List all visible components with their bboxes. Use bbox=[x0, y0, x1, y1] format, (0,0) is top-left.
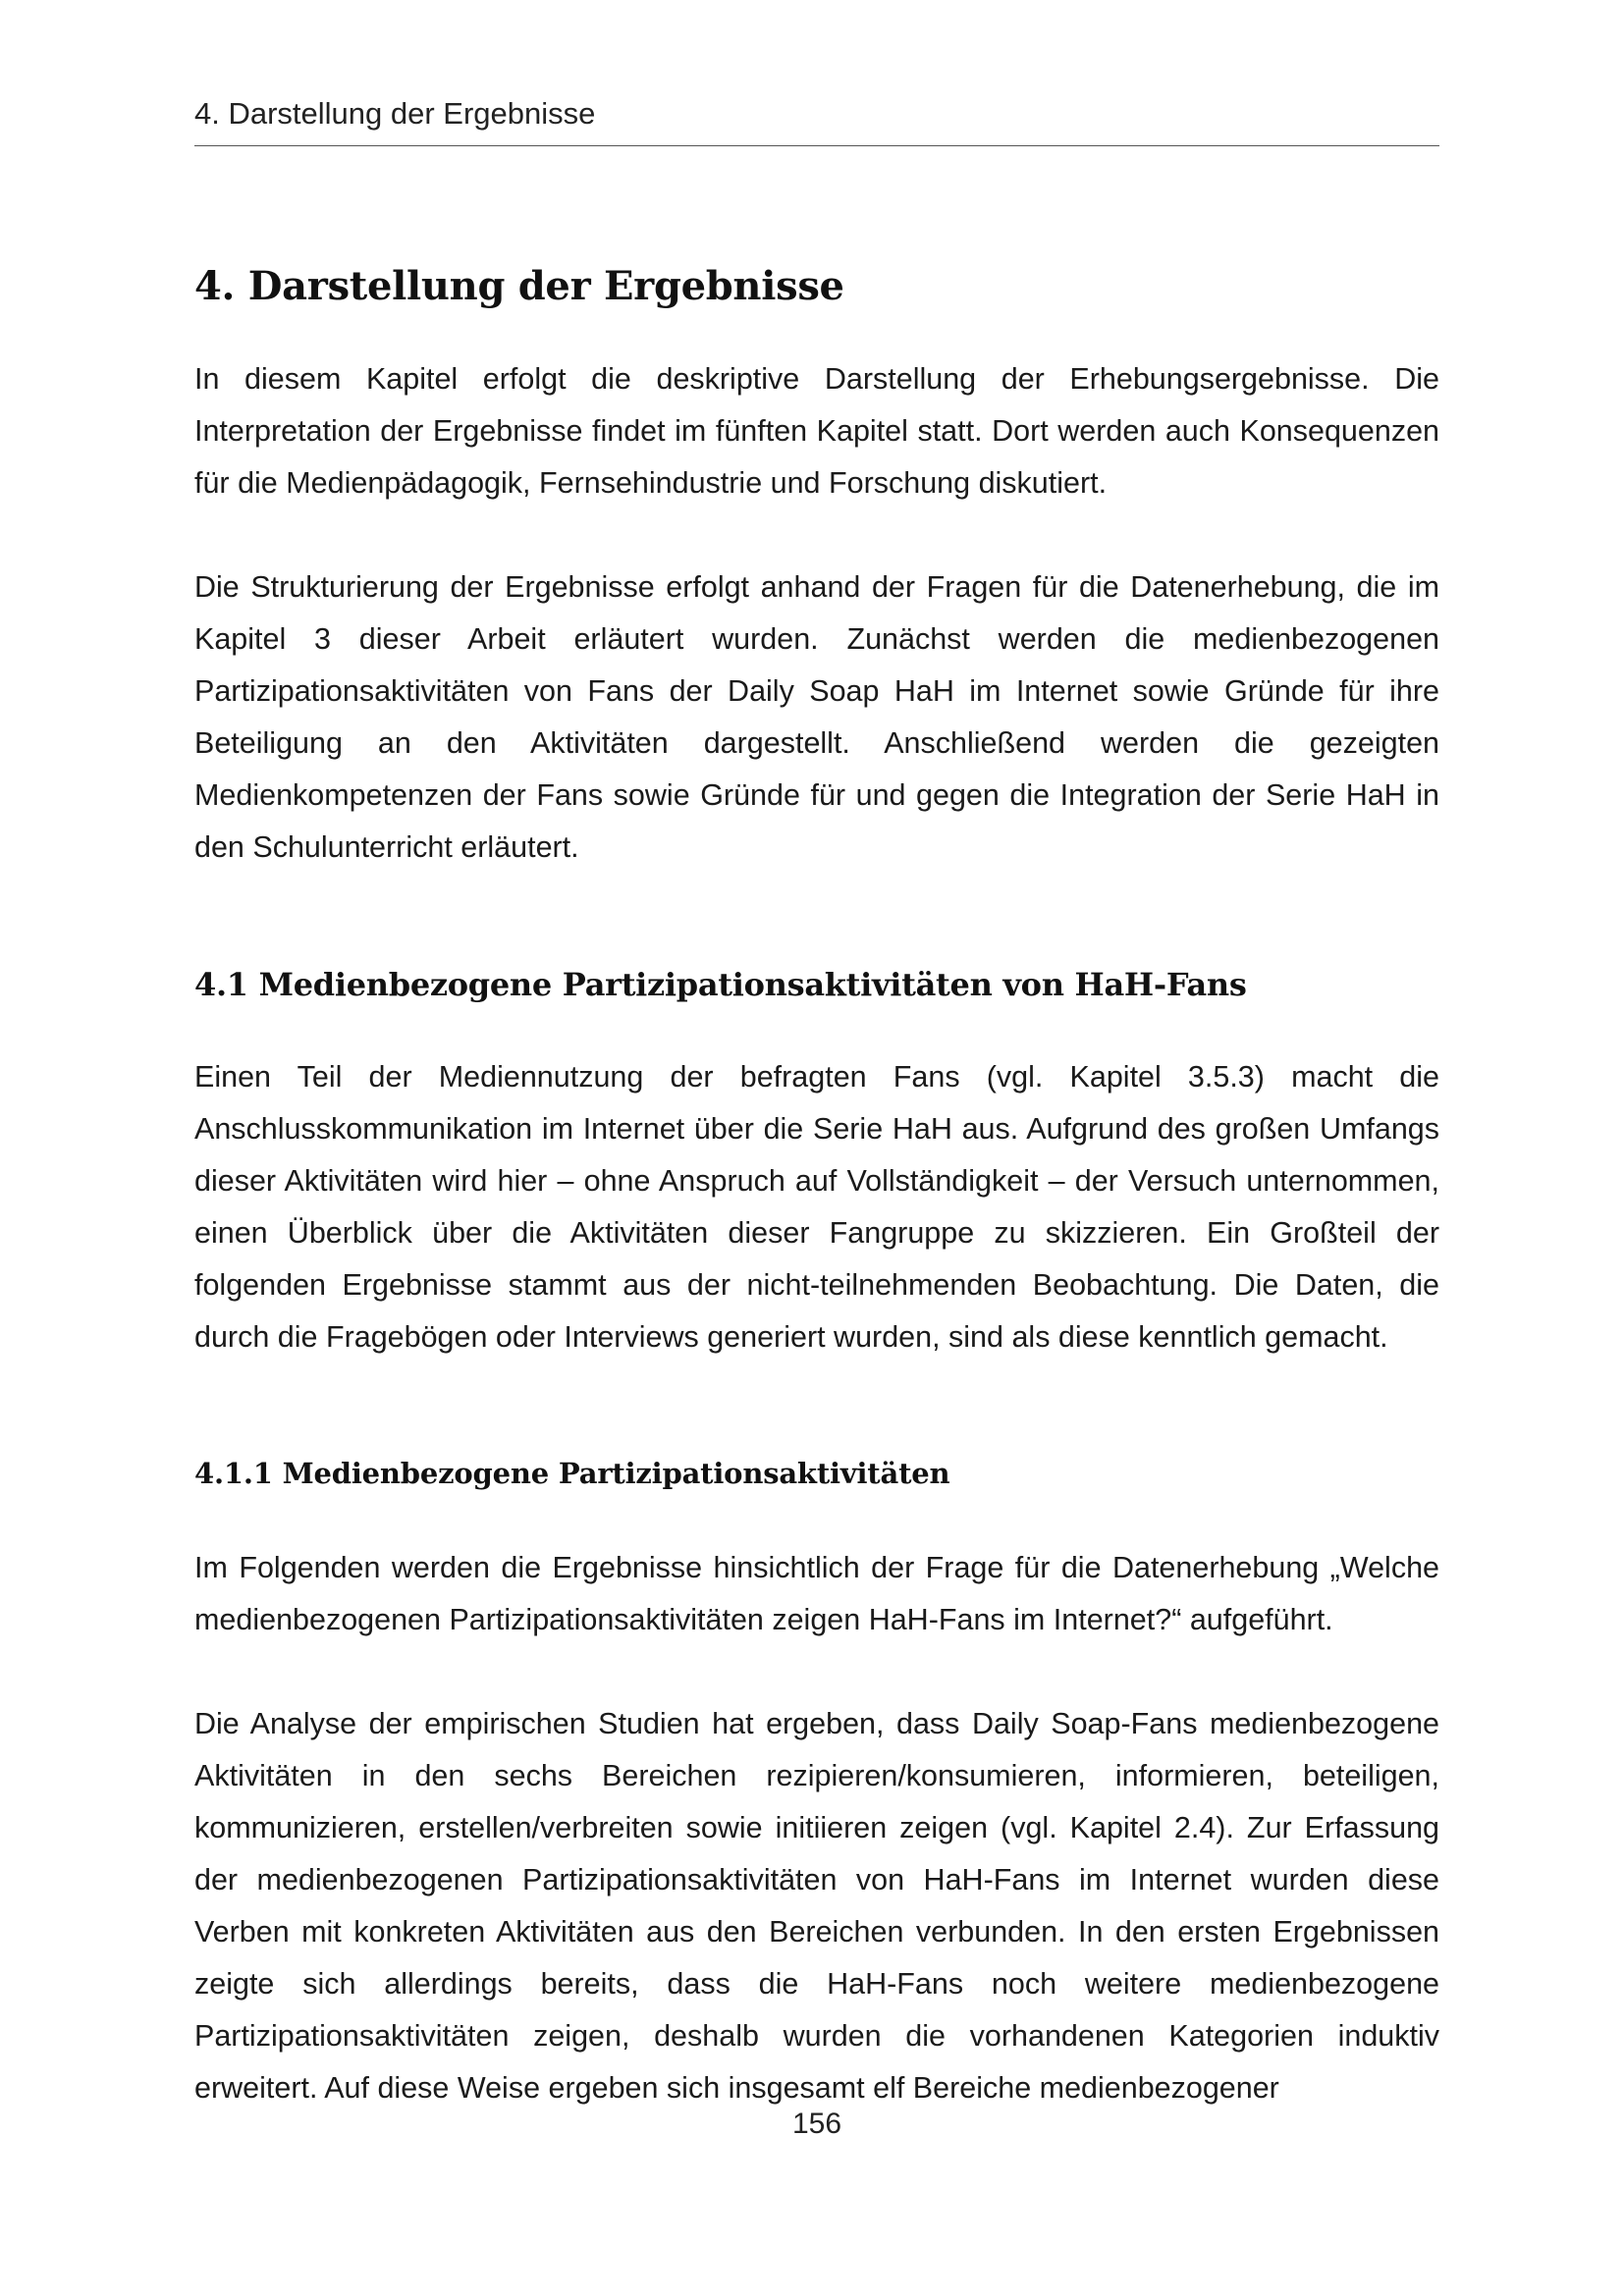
chapter-title: 4. Darstellung der Ergebnisse bbox=[194, 263, 844, 309]
chapter-paragraph-2: Die Strukturierung der Ergebnisse erfolgt anhand der Fragen für die Datenerhebung, die im Kapitel 3 dieser Arbeit erläutert wurden. Zunächst werden die medienbezogenen Partizipationsaktivitäten von Fans der Daily Soap HaH im Internet sowie Gründe für ihre Beteiligung an den Aktivitäten dargestellt. Anschließend werden die gezeigten Medienkompetenzen der Fans sowie Gründe für und gegen die Integration der Serie HaH in den Schulunterricht erläutert. bbox=[194, 570, 1439, 864]
section-4-1-1-paragraph-2: Die Analyse der empirischen Studien hat ergeben, dass Daily Soap-Fans medienbezogene Aktivitäten in den sechs Bereichen rezipieren/konsumieren, informieren, beteiligen, kommunizieren, erstellen/verbreiten sowie initiieren zeigen (vgl. Kapitel 2.4). Zur Erfassung der medienbezogenen Partizipationsaktivitäten von HaH-Fans im Internet wurden diese Verben mit konkreten Aktivitäten aus den Bereichen verbunden. In den ersten Ergebnissen zeigte sich allerdings bereits, dass die HaH-Fans noch weitere medienbezogene Partizipationsaktivitäten zeigen, deshalb wurden die vorhandenen Kategorien induktiv erweitert. Auf diese Weise ergeben sich insgesamt elf Bereiche medienbezogener bbox=[194, 1707, 1439, 2105]
header-rule bbox=[194, 145, 1439, 146]
section-4-1-1-title: 4.1.1 Medienbezogene Partizipationsaktivitäten bbox=[194, 1457, 950, 1490]
page-number: 156 bbox=[791, 2108, 842, 2140]
section-4-1-1-paragraph-1: Im Folgenden werden die Ergebnisse hinsichtlich der Frage für die Datenerhebung „Welche medienbezogenen Partizipationsaktivitäten zeigen HaH-Fans im Internet?“ aufgeführt. bbox=[194, 1551, 1439, 1636]
document-page bbox=[194, 0, 1439, 2296]
section-4-1-paragraph-1: Einen Teil der Mediennutzung der befragten Fans (vgl. Kapitel 3.5.3) macht die Anschlusskommunikation im Internet über die Serie HaH aus. Aufgrund des großen Umfangs dieser Aktivitäten wird hier – ohne Anspruch auf Vollständigkeit – der Versuch unternommen, einen Überblick über die Aktivitäten dieser Fangruppe zu skizzieren. Ein Großteil der folgenden Ergebnisse stammt aus der nicht-teilnehmenden Beobachtung. Die Daten, die durch die Fragebögen oder Interviews generiert wurden, sind als diese kenntlich gemacht. bbox=[194, 1060, 1439, 1354]
section-4-1-title: 4.1 Medienbezogene Partizipationsaktivitäten von HaH-Fans bbox=[194, 966, 1247, 1003]
running-header: 4. Darstellung der Ergebnisse bbox=[194, 96, 596, 131]
chapter-paragraph-1: In diesem Kapitel erfolgt die deskriptive Darstellung der Erhebungsergebnisse. Die Interpretation der Ergebnisse findet im fünften Kapitel statt. Dort werden auch Konsequenzen für die Medienpädagogik, Fernsehindustrie und Forschung diskutiert. bbox=[194, 362, 1439, 500]
